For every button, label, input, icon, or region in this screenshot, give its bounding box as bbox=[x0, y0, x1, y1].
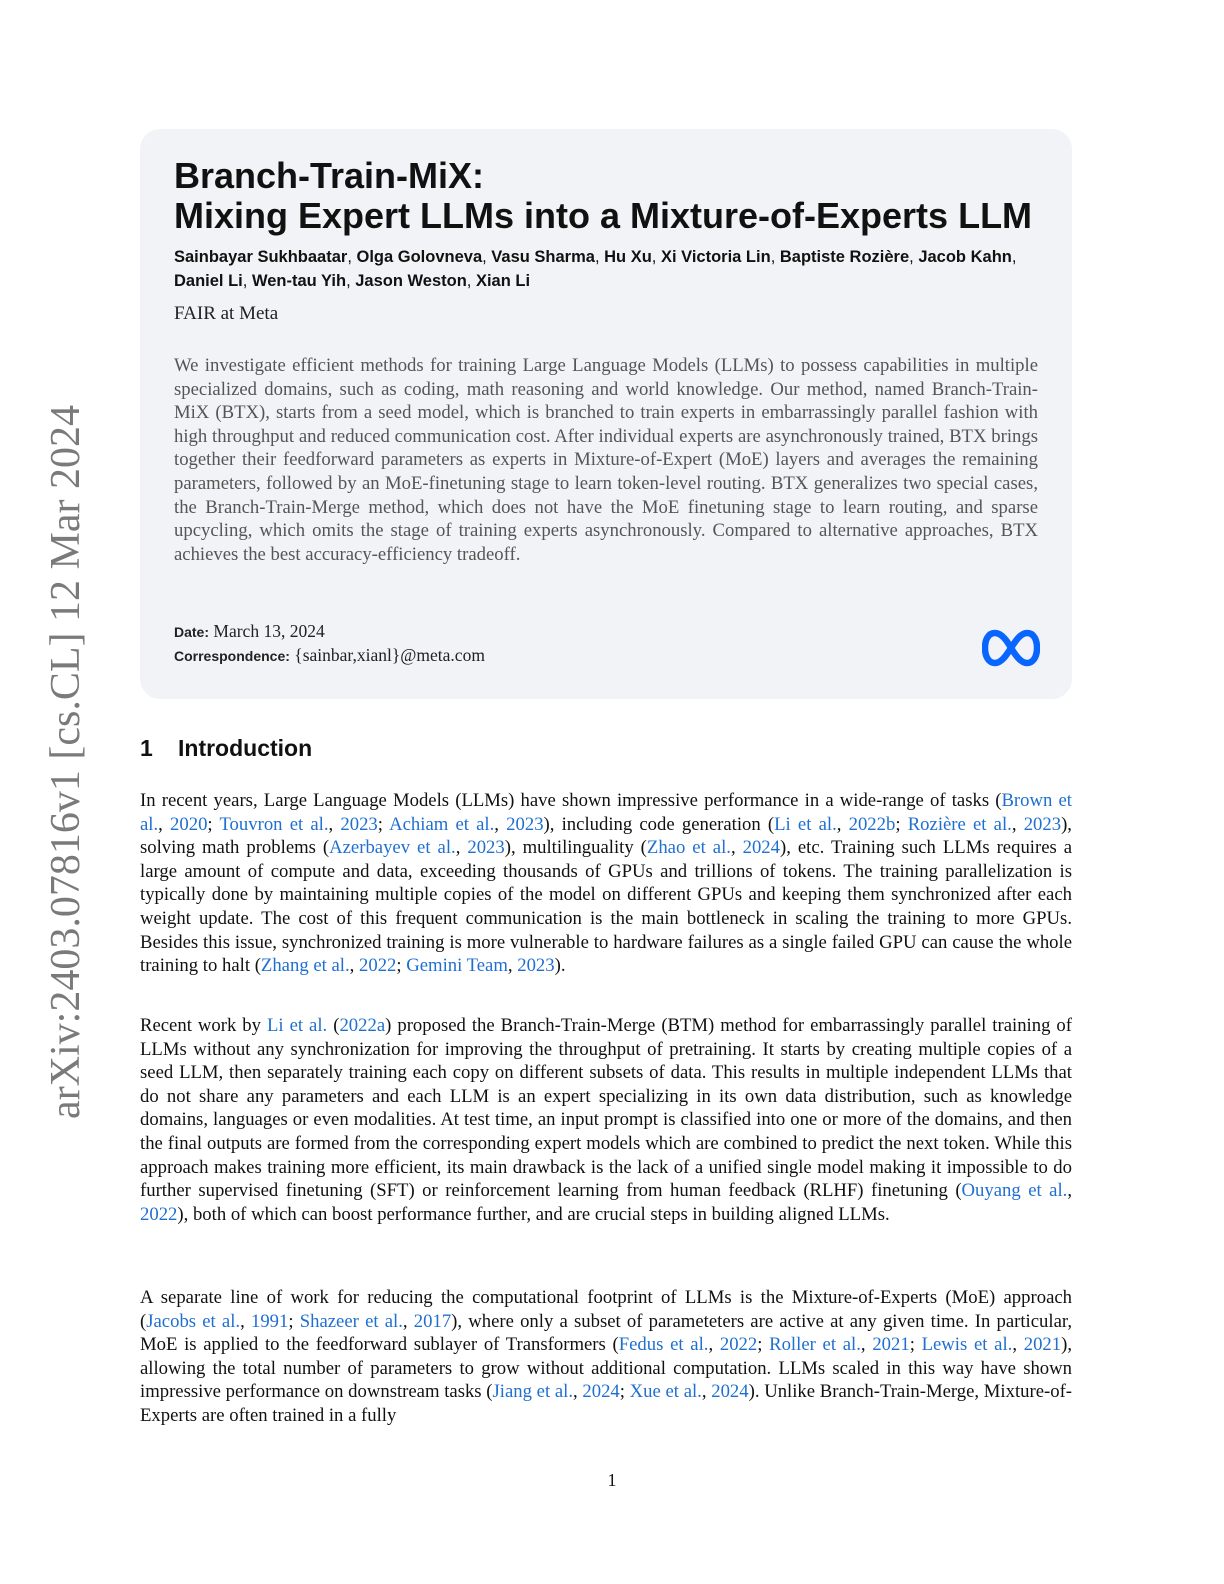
author-separator: , bbox=[651, 248, 661, 266]
author-name: Jacob Kahn bbox=[918, 248, 1012, 266]
date-line bbox=[174, 621, 325, 642]
author-separator: , bbox=[242, 272, 252, 290]
section-title: Introduction bbox=[178, 735, 313, 761]
title-line-1: Branch-Train-MiX: bbox=[174, 155, 485, 196]
citation-link[interactable]: Lewis et al. bbox=[921, 1334, 1013, 1356]
title-line-2: Mixing Expert LLMs into a Mixture-of-Experts LLM bbox=[174, 195, 1033, 236]
citation-link[interactable]: 1991 bbox=[250, 1310, 289, 1332]
intro-paragraph-2: Recent work by Li et al. (2022a) proposed the Branch-Train-Merge (BTM) method for embarrassingly parallel training of LLMs without any synchronization for improving the throughput of pretraining. It starts by creating multiple copies of a seed LLM, then separately training each copy on different subsets of data. This results in multiple independent LLMs that do not share any parameters and each LLM is an expert specializing in its own data distribution, such as knowledge domains, languages or even modalities. At test time, an input prompt is classified into one or more of the domains, and then the final outputs are formed from the corresponding expert models which are combined to predict the next token. While this approach makes training more efficient, its main drawback is the lack of a unified single model making it impossible to do further supervised finetuning (SFT) or reinforcement learning from human feedback (RLHF) finetuning (Ouyang et al., 2022), both of which can boost performance further, and are crucial steps in building aligned LLMs. bbox=[140, 1015, 1073, 1225]
citation-link[interactable]: Roller et al. bbox=[769, 1334, 861, 1356]
author-name: Xi Victoria Lin bbox=[660, 248, 771, 266]
citation-link[interactable]: 2024 bbox=[582, 1381, 620, 1403]
author-name: Jason Weston bbox=[355, 272, 467, 290]
citation-link[interactable]: Li et al. bbox=[774, 813, 837, 835]
citation-link[interactable]: 2023 bbox=[506, 813, 544, 835]
citation-link[interactable]: Azerbayev et al. bbox=[329, 837, 456, 859]
author-name: Baptiste Rozière bbox=[779, 248, 910, 266]
citation-link[interactable]: Jiang et al. bbox=[492, 1381, 574, 1403]
author-separator: , bbox=[346, 272, 356, 290]
citation-link[interactable]: 2022 bbox=[719, 1334, 758, 1356]
author-separator: , bbox=[482, 248, 492, 266]
author-name: Xian Li bbox=[475, 272, 531, 290]
citation-link[interactable]: Zhao et al. bbox=[646, 837, 731, 859]
author-separator: , bbox=[770, 248, 780, 266]
citation-link[interactable]: Xue et al. bbox=[629, 1381, 702, 1403]
paper-title bbox=[174, 156, 1074, 236]
section-heading bbox=[140, 735, 312, 762]
meta-logo-icon bbox=[982, 628, 1040, 668]
date-value: March 13, 2024 bbox=[213, 621, 325, 641]
page-number: 1 bbox=[607, 1470, 617, 1490]
citation-link[interactable]: Li et al. bbox=[266, 1015, 328, 1036]
arxiv-stamp: arXiv:2403.07816v1 [cs.CL] 12 Mar 2024 bbox=[43, 405, 89, 1119]
citation-link[interactable]: Shazeer et al. bbox=[299, 1310, 403, 1332]
citation-link[interactable]: 2023 bbox=[340, 813, 378, 835]
citation-link[interactable]: 2023 bbox=[1023, 813, 1062, 835]
author-name: Hu Xu bbox=[604, 248, 652, 266]
author-list bbox=[174, 245, 1044, 293]
citation-link[interactable]: 2022b bbox=[848, 813, 896, 835]
citation-link[interactable]: Achiam et al. bbox=[389, 813, 495, 835]
citation-link[interactable]: 2017 bbox=[413, 1310, 452, 1332]
author-name: Wen-tau Yih bbox=[251, 272, 347, 290]
author-name: Olga Golovneva bbox=[356, 248, 483, 266]
date-label: Date: bbox=[174, 624, 210, 640]
author-separator: , bbox=[347, 248, 357, 266]
citation-link[interactable]: 2022 bbox=[140, 1203, 178, 1225]
correspondence-label: Correspondence: bbox=[174, 648, 290, 664]
intro-paragraph-3: A separate line of work for reducing the computational footprint of LLMs is the Mixture-of-Experts (MoE) approach (Jacobs et al., 1991; Shazeer et al., 2017), where only a subset of parameteters are active at any given time. In particular, MoE is applied to the feedforward sublayer of Transformers (Fedus et al., 2022; Roller et al., 2021; Lewis et al., 2021), allowing the total number of parameters to grow without additional computation. LLMs scaled in this way have shown impressive performance on downstream tasks (Jiang et al., 2024; Xue et al., 2024). Unlike Branch-Train-Merge, Mixture-of-Experts are often trained in a fully bbox=[140, 1287, 1073, 1426]
citation-link[interactable]: 2023 bbox=[467, 837, 505, 859]
citation-link[interactable]: 2021 bbox=[872, 1334, 910, 1356]
citation-link[interactable]: Jacobs et al. bbox=[146, 1310, 241, 1332]
section-number: 1 bbox=[140, 735, 153, 761]
author-separator: , bbox=[909, 248, 919, 266]
citation-link[interactable]: 2022 bbox=[359, 955, 397, 977]
affiliation: FAIR at Meta bbox=[174, 303, 279, 324]
author-separator: , bbox=[594, 248, 605, 266]
citation-link[interactable]: Touvron et al. bbox=[219, 813, 329, 835]
author-separator: , bbox=[1011, 248, 1017, 266]
citation-link[interactable]: Gemini Team bbox=[406, 955, 508, 977]
citation-link[interactable]: Rozière et al. bbox=[907, 813, 1012, 835]
author-separator: , bbox=[466, 272, 476, 290]
author-name: Daniel Li bbox=[174, 272, 243, 290]
intro-paragraph-1: In recent years, Large Language Models (LLMs) have shown impressive performance in a wide-range of tasks (Brown et al., 2020; Touvron et al., 2023; Achiam et al., 2023), including code generation (Li et al., 2022b; Rozière et al., 2023), solving math problems (Azerbayev et al., 2023), multilinguality (Zhao et al., 2024), etc. Training such LLMs requires a large amount of compute and data, exceeding thousands of GPUs and trillions of tokens. The training parallelization is typically done by maintaining multiple copies of the model on different GPUs and keeping them synchronized after each weight update. The cost of this frequent communication is the main bottleneck in scaling the training to more GPUs. Besides this issue, synchronized training is more vulnerable to hardware failures as a single failed GPU can cause the whole training to halt (Zhang et al., 2022; Gemini Team, 2023). bbox=[140, 790, 1073, 977]
correspondence-line bbox=[174, 645, 485, 666]
citation-link[interactable]: 2022a bbox=[339, 1015, 386, 1036]
citation-link[interactable]: Fedus et al. bbox=[618, 1334, 709, 1356]
citation-link[interactable]: 2024 bbox=[742, 837, 780, 859]
citation-link[interactable]: Ouyang et al. bbox=[961, 1180, 1068, 1202]
citation-link[interactable]: 2024 bbox=[711, 1381, 749, 1403]
author-name: Sainbayar Sukhbaatar bbox=[174, 248, 348, 266]
citation-link[interactable]: 2023 bbox=[517, 955, 555, 977]
author-name: Vasu Sharma bbox=[491, 248, 595, 266]
citation-link[interactable]: 2021 bbox=[1023, 1334, 1062, 1356]
citation-link[interactable]: 2020 bbox=[170, 813, 208, 835]
correspondence-email[interactable]: {sainbar,xianl}@meta.com bbox=[294, 645, 485, 665]
abstract: We investigate efficient methods for training Large Language Models (LLMs) to possess capabilities in multiple specialized domains, such as coding, math reasoning and world knowledge. Our method, named Branch-Train-MiX (BTX), starts from a seed model, which is branched to train experts in embarrassingly parallel fashion with high throughput and reduced communication cost. After individual experts are asynchronously trained, BTX brings together their feedforward parameters as experts in Mixture-of-Expert (MoE) layers and averages the remaining parameters, followed by an MoE-finetuning stage to learn token-level routing. BTX generalizes two special cases, the Branch-Train-Merge method, which does not have the MoE finetuning stage to learn routing, and sparse upcycling, which omits the stage of training experts asynchronously. Compared to alternative approaches, BTX achieves the best accuracy-efficiency tradeoff. bbox=[174, 355, 1038, 565]
citation-link[interactable]: Zhang et al. bbox=[260, 955, 350, 977]
citation-link[interactable]: Brown et al. bbox=[140, 790, 1072, 835]
